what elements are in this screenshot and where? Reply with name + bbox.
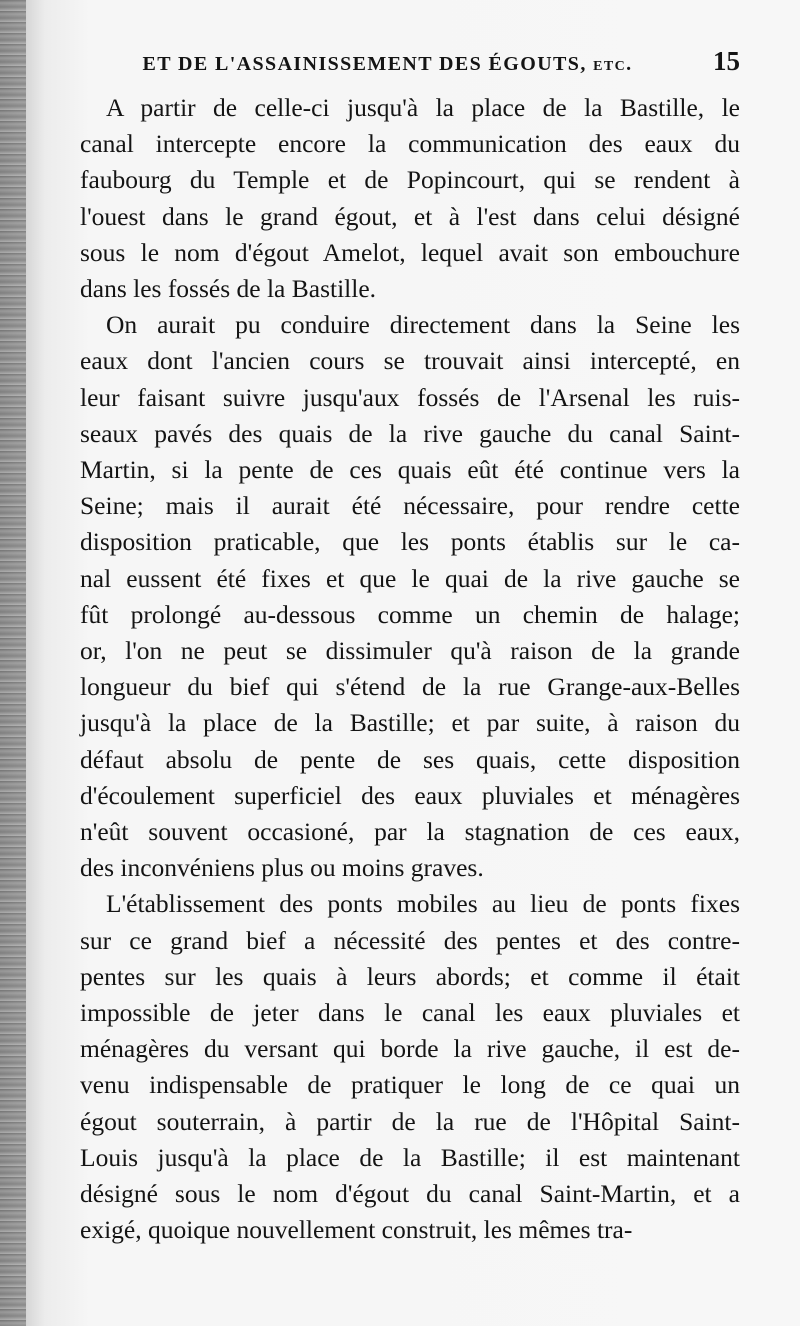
text-line: défaut absolu de pente de ses quais, cette disposition: [80, 744, 740, 774]
paragraph: [80, 90, 740, 307]
text-line: L'établissement des ponts mobiles au lieu de ponts fixes: [106, 889, 740, 919]
running-title: ET DE L'ASSAINISSEMENT DES ÉGOUTS, etc.: [142, 53, 633, 75]
text-line: A partir de celle-ci jusqu'à la place de la Bastille, le: [106, 93, 740, 122]
text-line: Martin, si la pente de ces quais eût été continue vers la: [80, 455, 740, 485]
text-line: seaux pavés des quais de la rive gauche du canal Saint-: [80, 418, 740, 448]
text-line: venu indispensable de pratiquer le long de ce quai un: [80, 1070, 740, 1100]
text-line: dans les fossés de la Bastille.: [80, 274, 377, 304]
text-line: longueur du bief qui s'étend de la rue Grange-aux-Belles: [80, 672, 740, 702]
text-line: eaux dont l'ancien cours se trouvait ainsi intercepté, en: [80, 346, 740, 376]
text-line: n'eût souvent occasioné, par la stagnation de ces eaux,: [80, 817, 740, 847]
text-line: désigné sous le nom d'égout du canal Saint-Martin, et a: [80, 1179, 740, 1209]
binding-gutter: [0, 0, 26, 1326]
text-line: Seine; mais il aurait été nécessaire, pour rendre cette: [80, 491, 740, 521]
text-line: sur ce grand bief a nécessité des pentes et des contre-: [80, 925, 740, 955]
text-line: d'écoulement superficiel des eaux pluviales et ménagères: [80, 780, 740, 810]
text-line: nal eussent été fixes et que le quai de la rive gauche se: [80, 563, 740, 593]
text-line: Louis jusqu'à la place de la Bastille; il est maintenant: [80, 1142, 740, 1172]
text-line: ménagères du versant qui borde la rive gauche, il est de-: [80, 1034, 740, 1064]
text-line: sous le nom d'égout Amelot, lequel avait son embouchure: [80, 237, 740, 267]
paragraph: [80, 307, 740, 886]
text-line: faubourg du Temple et de Popincourt, qui se rendent à: [80, 165, 740, 195]
text-line: impossible de jeter dans le canal les eaux pluviales et: [80, 998, 740, 1028]
text-line: l'ouest dans le grand égout, et à l'est dans celui désigné: [80, 201, 740, 231]
text-line: pentes sur les quais à leurs abords; et comme il était: [80, 961, 740, 991]
page-header: [80, 46, 740, 86]
text-line: On aurait pu conduire directement dans la Seine les: [106, 310, 740, 340]
text-line: exigé, quoique nouvellement construit, les mêmes tra-: [80, 1215, 633, 1245]
text-line: égout souterrain, à partir de la rue de l'Hôpital Saint-: [80, 1106, 740, 1136]
text-line: disposition praticable, que les ponts établis sur le ca-: [80, 527, 740, 557]
body-text: [80, 90, 740, 1249]
page-number: 15: [713, 46, 740, 76]
paragraph: [80, 886, 740, 1248]
text-line: des inconvéniens plus ou moins graves.: [80, 853, 484, 883]
text-line: leur faisant suivre jusqu'aux fossés de l'Arsenal les ruis-: [80, 382, 740, 412]
text-line: fût prolongé au-dessous comme un chemin de halage;: [80, 599, 740, 629]
text-line: or, l'on ne peut se dissimuler qu'à raison de la grande: [80, 636, 740, 666]
text-line: jusqu'à la place de la Bastille; et par suite, à raison du: [80, 708, 740, 738]
text-line: canal intercepte encore la communication des eaux du: [80, 129, 740, 159]
